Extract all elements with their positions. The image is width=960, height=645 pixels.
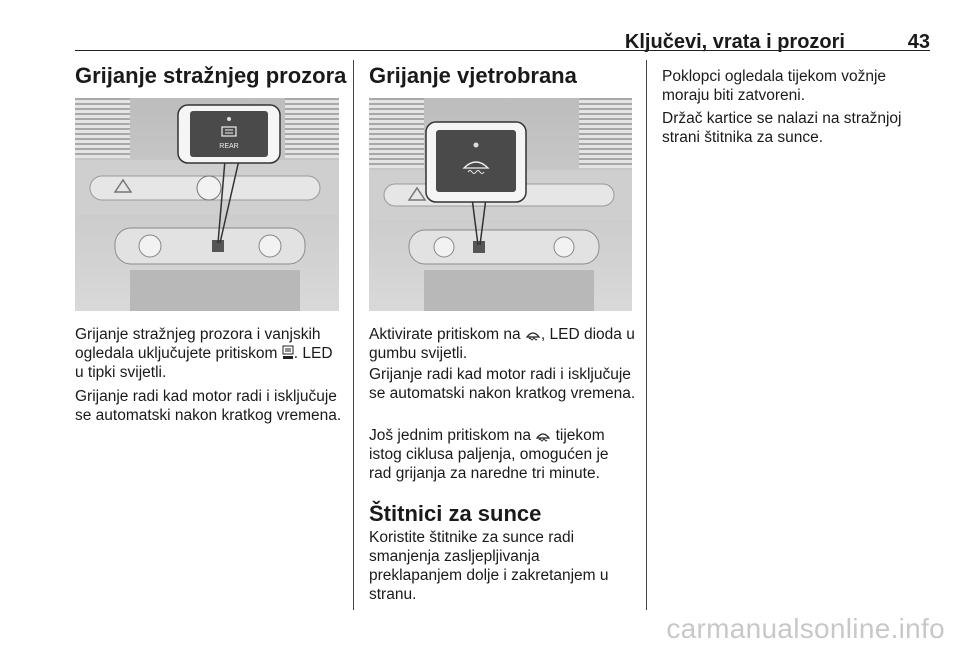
windscreen-heating-title: Grijanje vjetrobrana	[369, 63, 577, 88]
rear-heating-paragraph-1	[75, 325, 345, 382]
sun-visors-title: Štitnici za sunce	[369, 501, 542, 526]
windscreen-heating-paragraph-3	[369, 426, 634, 483]
header-rule	[75, 50, 930, 51]
paragraph-text: Grijanje stražnjeg prozora i vanjskih ogledala uključujete pritiskom	[75, 326, 321, 362]
windscreen-heating-icon	[535, 430, 551, 442]
watermark: carmanualsonline.info	[666, 613, 945, 644]
paragraph-text: tijekom istog ciklusa paljenja, omogućen je rad grijanja za naredne tri minute.	[369, 427, 609, 482]
windscreen-heating-figure	[369, 98, 632, 311]
rear-window-heating-icon	[282, 345, 294, 360]
paragraph-text: Još jednim pritiskom na	[369, 427, 536, 444]
paragraph-text: . LED u tipki svijetli.	[75, 345, 333, 381]
rear-button-label: REAR	[219, 143, 239, 150]
rear-window-heating-title: Grijanje stražnjeg prozora	[75, 63, 347, 88]
windscreen-heating-paragraph-1	[369, 325, 639, 363]
card-holder-paragraph: Držač kartice se nalazi na stražnjoj strani štitnika za sunce.	[662, 110, 902, 146]
windscreen-heating-paragraph-2: Grijanje radi kad motor radi i isključuje se automatski nakon kratkog vremena.	[369, 366, 636, 402]
sun-visors-paragraph: Koristite štitnike za sunce radi smanjenja zasljepljivanja preklapanjem dolje i zakretanjem u stranu.	[369, 529, 609, 603]
windscreen-heating-icon	[525, 329, 541, 341]
rear-heating-paragraph-2: Grijanje radi kad motor radi i isključuje se automatski nakon kratkog vremena.	[75, 388, 342, 424]
rear-window-heating-figure	[75, 98, 339, 311]
header-title: Ključevi, vrata i prozori	[624, 31, 845, 53]
column-divider-1	[353, 60, 354, 610]
mirror-covers-paragraph: Poklopci ogledala tijekom vožnje moraju biti zatvoreni.	[662, 68, 887, 104]
page-number: 43	[907, 31, 930, 53]
column-divider-2	[646, 60, 647, 610]
paragraph-text: Aktivirate pritiskom na	[369, 326, 525, 343]
paragraph-text: , LED dioda u gumbu svijetli.	[369, 326, 635, 362]
